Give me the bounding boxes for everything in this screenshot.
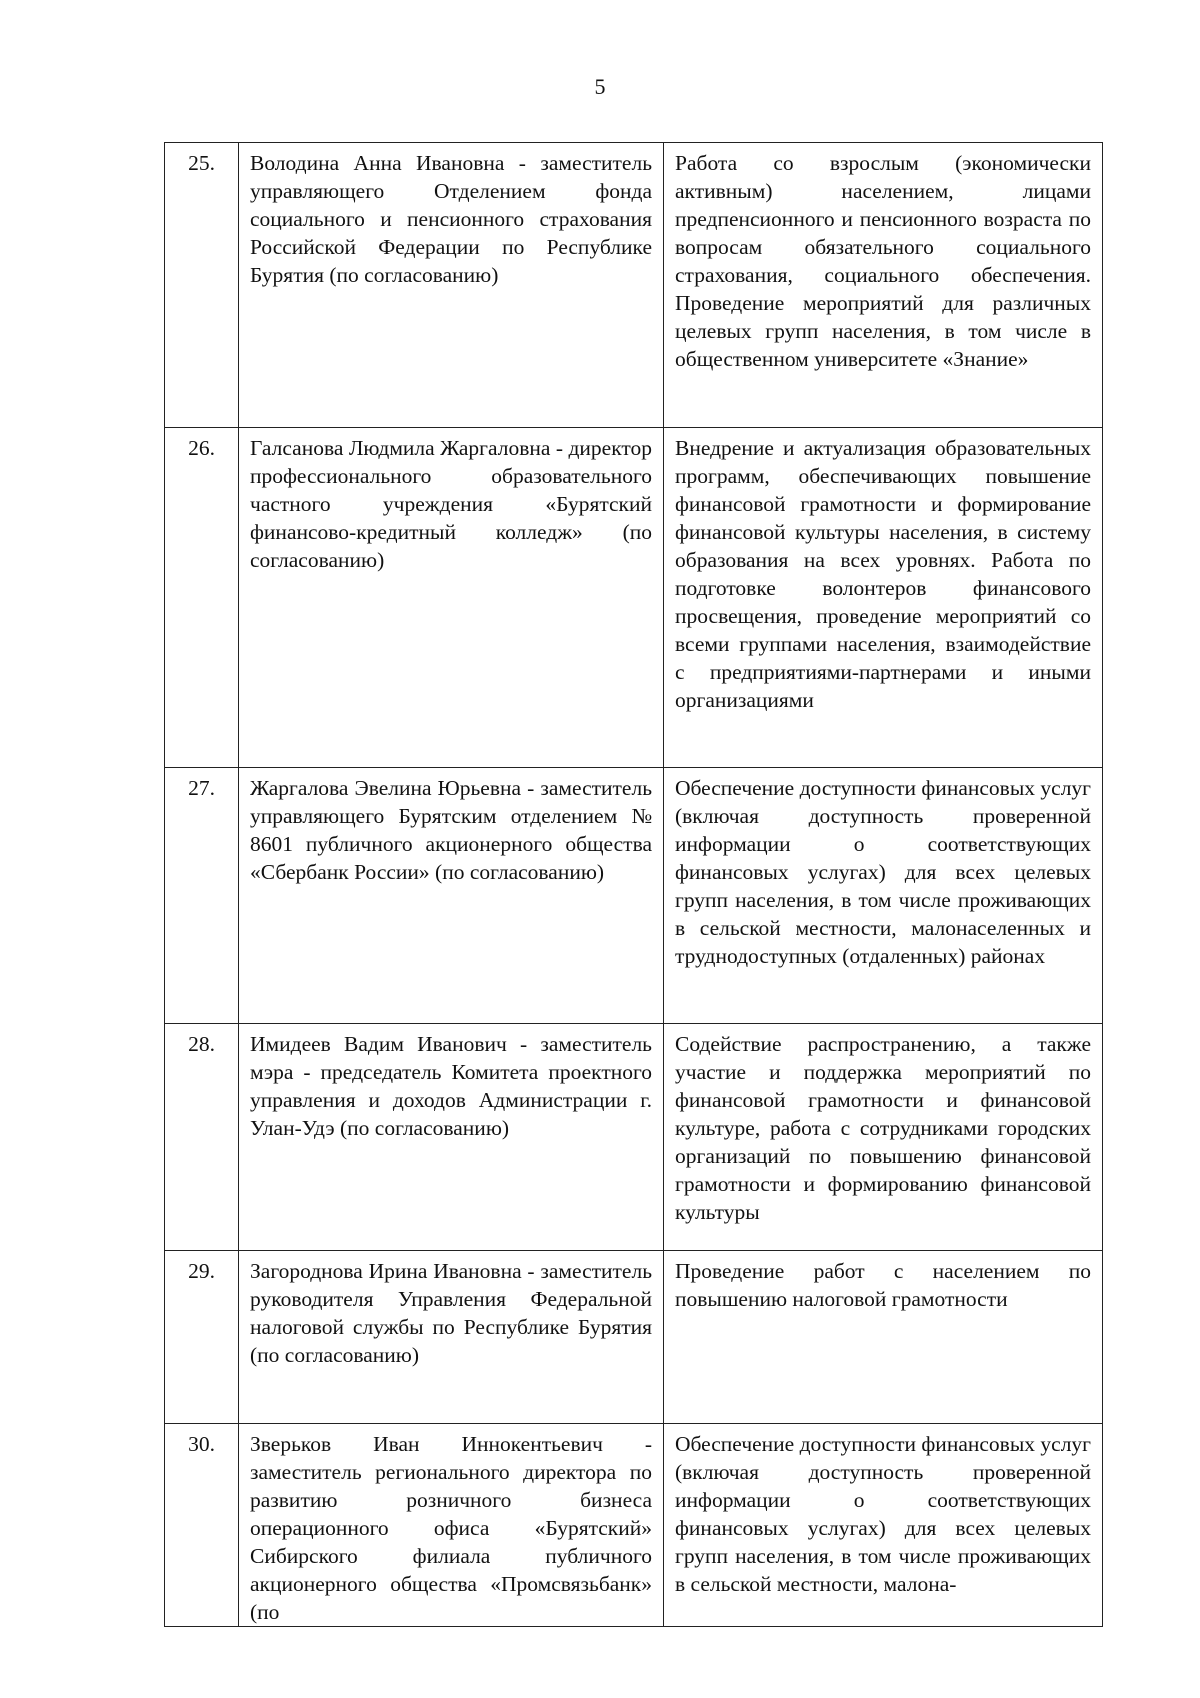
member-cell — [239, 1024, 664, 1251]
member-cell — [239, 428, 664, 768]
table-row — [165, 1024, 1103, 1251]
duty-cell — [664, 1251, 1103, 1424]
row-number: 25. — [188, 151, 215, 175]
row-number: 28. — [188, 1032, 215, 1056]
member-duties: Обеспечение доступности финансовых услуг (включая доступность проверенной информации о соответствующих финансовых услугах) для всех целевых групп населения, в том числе проживающих в сельской местности, малонаселенных и труднодоступных (отдаленных) районах — [675, 776, 1091, 968]
table-row — [165, 1424, 1103, 1627]
member-duties: Содействие распространению, а также участие и поддержка мероприятий по финансовой грамотности и финансовой культуре, работа с сотрудниками городских организаций по повышению финансовой грамотности и формированию финансовой культуры — [675, 1032, 1091, 1224]
member-duties: Внедрение и актуализация образовательных программ, обеспечивающих повышение финансовой грамотности и формирование финансовой культуры населения, в систему образования на всех уровнях. Работа по подготовке волонтеров финансового просвещения, проведение мероприятий со всеми группами населения, взаимодействие с предприятиями-партнерами и иными организациями — [675, 436, 1091, 712]
row-number: 26. — [188, 436, 215, 460]
row-number: 30. — [188, 1432, 215, 1456]
table-row — [165, 143, 1103, 428]
duty-cell — [664, 143, 1103, 428]
member-name-position: Зверьков Иван Иннокентьевич - заместитель регионального директора по развитию розничного бизнеса операционного офиса «Бурятский» Сибирского филиала публичного акционерного общества «Промсвязьбанк» (по — [250, 1432, 652, 1624]
member-name-position: Имидеев Вадим Иванович - заместитель мэра - председатель Комитета проектного управления и доходов Администрации г. Улан-Удэ (по согласованию) — [250, 1032, 652, 1140]
row-number-cell — [165, 428, 239, 768]
row-number-cell — [165, 143, 239, 428]
member-duties: Обеспечение доступности финансовых услуг (включая доступность проверенной информации о соответствующих финансовых услугах) для всех целевых групп населения, в том числе проживающих в сельской местности, малона- — [675, 1432, 1091, 1596]
member-cell — [239, 143, 664, 428]
row-number-cell — [165, 1424, 239, 1627]
row-number-cell — [165, 768, 239, 1024]
duty-cell — [664, 1024, 1103, 1251]
member-cell — [239, 1251, 664, 1424]
table-row — [165, 1251, 1103, 1424]
table-row — [165, 768, 1103, 1024]
row-number-cell — [165, 1024, 239, 1251]
table-row — [165, 428, 1103, 768]
row-number: 29. — [188, 1259, 215, 1283]
member-name-position: Жаргалова Эвелина Юрьевна - заместитель управляющего Бурятским отделением № 8601 публичного акционерного общества «Сбербанк России» (по согласованию) — [250, 776, 652, 884]
commission-members-table — [164, 142, 1103, 1627]
member-name-position: Загороднова Ирина Ивановна - заместитель руководителя Управления Федеральной налоговой службы по Республике Бурятия (по согласованию) — [250, 1259, 652, 1367]
duty-cell — [664, 428, 1103, 768]
duty-cell — [664, 1424, 1103, 1627]
member-name-position: Галсанова Людмила Жаргаловна - директор профессионального образовательного частного учреждения «Бурятский финансово-кредитный колледж» (по согласованию) — [250, 436, 652, 572]
row-number-cell — [165, 1251, 239, 1424]
row-number: 27. — [188, 776, 215, 800]
page-number: 5 — [594, 74, 606, 99]
member-cell — [239, 1424, 664, 1627]
member-cell — [239, 768, 664, 1024]
member-name-position: Володина Анна Ивановна - заместитель управляющего Отделением фонда социального и пенсионного страхования Российской Федерации по Республике Бурятия (по согласованию) — [250, 151, 652, 287]
member-duties: Работа со взрослым (экономически активным) населением, лицами предпенсионного и пенсионного возраста по вопросам обязательного социального страхования, социального обеспечения. Проведение мероприятий для различных целевых групп населения, в том числе в общественном университете «Знание» — [675, 151, 1091, 371]
member-duties: Проведение работ с населением по повышению налоговой грамотности — [675, 1259, 1091, 1311]
duty-cell — [664, 768, 1103, 1024]
